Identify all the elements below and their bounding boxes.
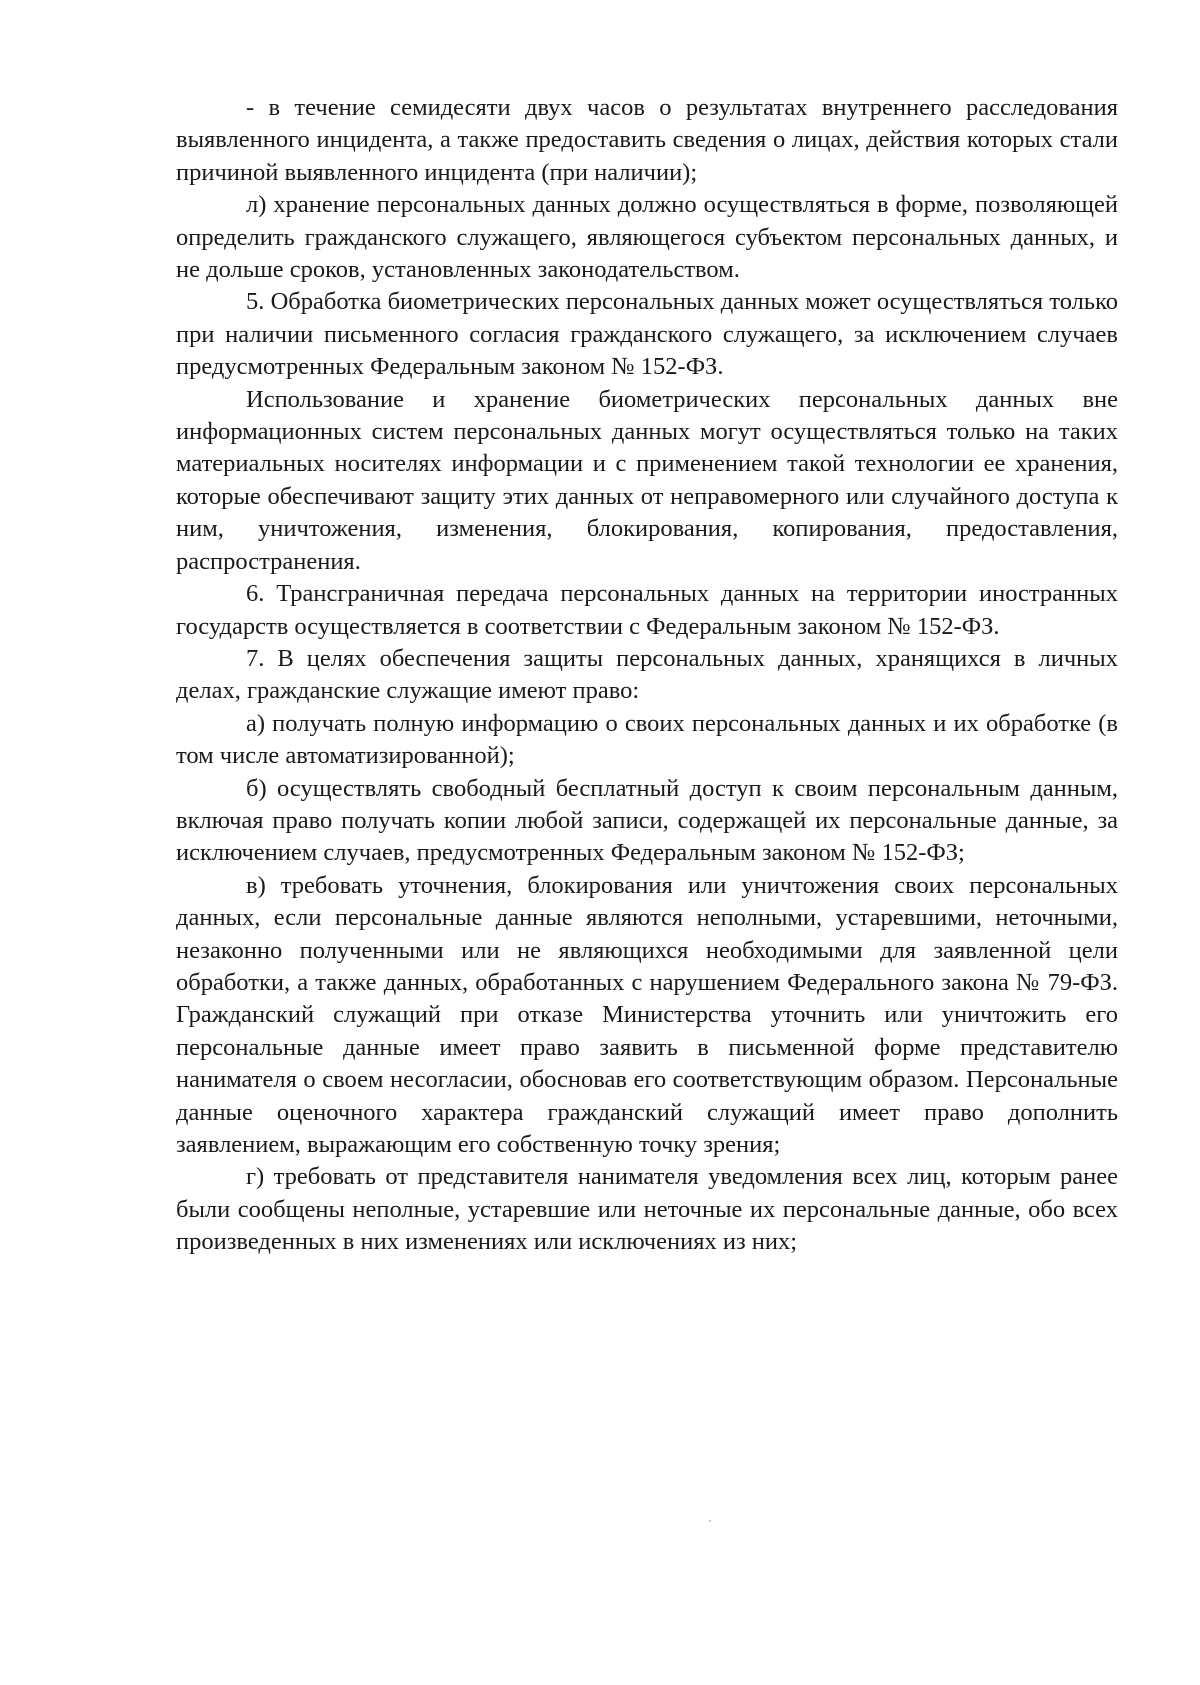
paragraph-5-biometric-processing: 5. Обработка биометрических персональных данных может осуществляться только при наличии письменного согласия гражданского служащего, за исключением случаев предусмотренных Федеральным законом № 152-ФЗ. — [176, 288, 1118, 381]
paragraph-7-rights-intro: 7. В целях обеспечения защиты персональных данных, хранящихся в личных делах, гражданские служащие имеют право: — [176, 644, 1118, 705]
paragraph-incident-report-72h: - в течение семидесяти двух часов о результатах внутреннего расследования выявленного инцидента, а также предоставить сведения о лицах, действия которых стали причиной выявленного инцидента (при наличии); — [176, 94, 1118, 186]
paragraph-right-a: а) получать полную информацию о своих персональных данных и их обработке (в том числе автоматизированной); — [176, 709, 1118, 770]
paragraph-biometric-storage: Использование и хранение биометрических персональных данных вне информационных систем персональных данных могут осуществляться только на таких материальных носителях информации и с применением такой технологии ее хранения, которые обеспечивают защиту этих данных от неправомерного или случайного доступа к ним, уничтожения, изменения, блокирования, копирования, предоставления, распространения. — [176, 385, 1118, 575]
document-body — [176, 92, 1118, 1259]
scan-speck — [709, 1520, 711, 1522]
paragraph-right-b: б) осуществлять свободный бесплатный доступ к своим персональным данным, включая право получать копии любой записи, содержащей их персональные данные, за исключением случаев, предусмотренных Федеральным законом № 152-ФЗ; — [176, 774, 1118, 867]
paragraph-6-cross-border-transfer: 6. Трансграничная передача персональных данных на территории иностранных государств осуществляется в соответствии с Федеральным законом № 152-ФЗ. — [176, 580, 1118, 640]
paragraph-item-l-storage: л) хранение персональных данных должно осуществляться в форме, позволяющей определить гражданского служащего, являющегося субъектом персональных данных, и не дольше сроков, установленных законодательством. — [176, 191, 1118, 284]
paragraph-right-v: в) требовать уточнения, блокирования или уничтожения своих персональных данных, если персональные данные являются неполными, устаревшими, неточными, незаконно полученными или не являющихся необходимыми для заявленной цели обработки, а также данных, обработанных с нарушением Федерального закона № 79-ФЗ. Гражданский служащий при отказе Министерства уточнить или уничтожить его персональные данные имеет право заявить в письменной форме представителю нанимателя о своем несогласии, обосновав его соответствующим образом. Персональные данные оценочного характера гражданский служащий имеет право дополнить заявлением, выражающим его собственную точку зрения; — [176, 871, 1118, 1158]
paragraph-right-g: г) требовать от представителя нанимателя уведомления всех лиц, которым ранее были сообщены неполные, устаревшие или неточные их персональные данные, обо всех произведенных в них изменениях или исключениях из них; — [176, 1163, 1118, 1256]
